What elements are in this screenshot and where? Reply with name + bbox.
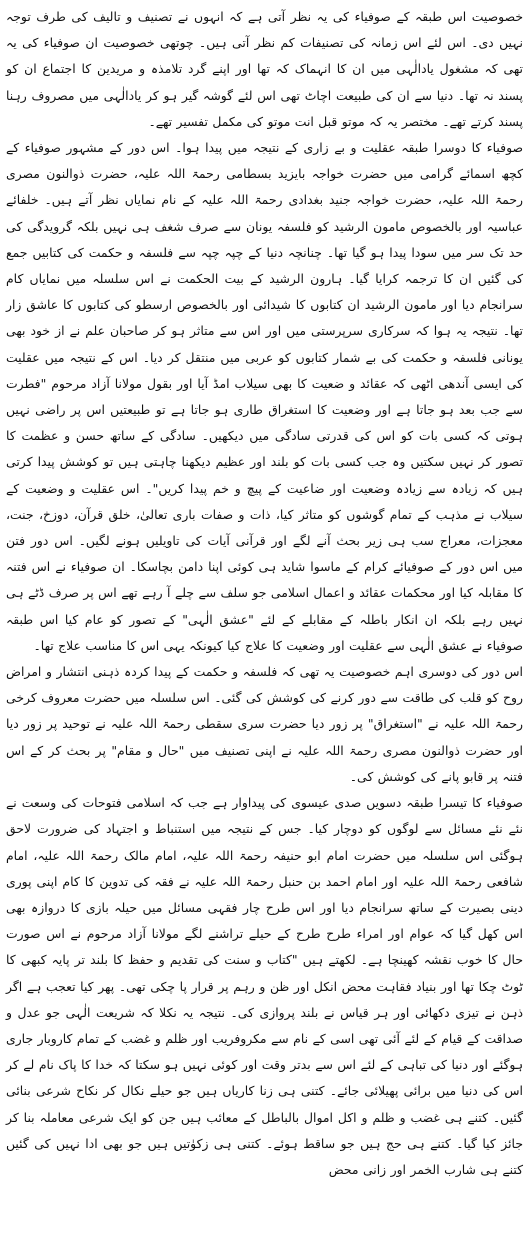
paragraph-4: صوفیاء کا تیسرا طبقہ دسویں صدی عیسوی کی پیداوار ہے جب کہ اسلامی فتوحات کی وسعت نے نئے نئے مسائل سے لوگوں کو دوچار کیا۔ جس کے نتیجہ میں استنباط و اجتہاد کی ضرورت لاحق ہوگئی اس سلسلہ میں حضرت امام ابو حنیفہ رحمۃ اللہ علیہ، امام مالک رحمۃ اللہ علیہ، امام شافعی رحمۃ اللہ علیہ اور امام احمد بن حنبل رحمۃ اللہ علیہ نے فقہ کی تدوین کا کام اپنی پوری دینی بصیرت کے ساتھ سرانجام دیا اور اس طرح چار فقہی مسائل میں حیلہ بازی کا دروازہ بھی اس کھل گیا کہ عوام اور امراء طرح طرح کے حیلے تراشنے لگے مولانا آزاد مرحوم نے اس صورت حال کا خوب نقشہ کھینچا ہے۔ لکھتے ہیں "کتاب و سنت کی تقدیم و حفظ کا بلند تر پایہ کبھی کا ٹوٹ چکا تھا اور بنیاد فقاہت محض انکل اور ظن و رہم پر قرار پا چکی تھی۔ پھر کیا تعجب ہے اگر ذہن نے تیزی دکھائی اور ہر قیاس نے بلند پروازی کی۔ نتیجہ یہ نکلا کہ شریعت الٰہی جو عدل و صداقت کے قیام کے لئے آئی تھی اسی کے نام سے مکروفریب اور ظلم و غضب کے تمام کاروبار جاری ہوگئے اور دنیا کی تباہی کے لئے اس سے بدتر وقت اور کوئی نہیں ہو سکتا کہ خدا کا پاک نام لے کر اس کی دنیا میں برائی پھیلائی جائے۔ کتنی ہی زنا کاریاں ہیں جو حیلے نکال کر نکاح شرعی بنائی گئیں۔ کتنے ہی غضب و ظلم و اکل اموال بالباطل کے معائب ہیں جن کو ایک شرعی معاملہ بنا کر جائز کیا گیا۔ کتنے ہی حج ہیں جو ساقط ہوئے۔ کتنی ہی زکوٰتیں ہیں جو بھی ادا نہیں کی گئیں کتنے ہی شارب الخمر اور زانی محض — [6, 795, 523, 1177]
paragraph-1: خصوصیت اس طبقہ کے صوفیاء کی یہ نظر آتی ہے کہ انہوں نے تصنیف و تالیف کی طرف توجہ نہیں دی۔ اس لئے اس زمانہ کی تصنیفات کم نظر آتی ہیں۔ چوتھی خصوصیت ان صوفیاء کی یہ تھی کہ مشغول یادالٰہی میں ان کا انہماک کہ تھا اور اپنے گرد تلامذہ و مریدین کا اجتماع ان کو پسند نہ تھا۔ دنیا سے ان کی طبیعت اچاٹ تھی اس لئے گوشہ گیر ہو کر یادالٰہی میں مصروف رہنا پسند کرتے تھے۔ مختصر یہ کہ موتو قبل انت موتو کی مکمل تفسیر تھے۔ — [6, 9, 523, 129]
paragraph-2: صوفیاء کا دوسرا طبقہ عقلیت و بے زاری کے نتیجہ میں پیدا ہوا۔ اس دور کے مشہور صوفیاء کے کچھ اسمائے گرامی میں حضرت خواجہ بایزید بسطامی رحمۃ اللہ علیہ، حضرت ذوالنون مصری رحمۃ اللہ علیہ، حضرت خواجہ جنید بغدادی رحمۃ اللہ علیہ کے نام نمایاں نظر آتے ہیں۔ خلفائے عباسیہ اور بالخصوص مامون الرشید کو فلسفہ یونان سے صرف شغف ہی نہیں بلکہ گرویدگی کی حد تک سر میں سودا پیدا ہو گیا تھا۔ چنانچہ دنیا کے چپہ چپہ سے فلسفہ و حکمت کی کتابیں جمع کی گئیں ان کا ترجمہ کرایا گیا۔ ہارون الرشید کے بیت الحکمت نے اس سلسلہ میں نمایاں کام سرانجام دیا اور مامون الرشید ان کتابوں کا شیدائی اور بالخصوص ارسطو کی کتابوں کا عاشق زار تھا۔ نتیجہ یہ ہوا کہ سرکاری سرپرستی میں اور اس سے متاثر ہو کر صاحبان علم نے از خود بھی یونانی فلسفہ و حکمت کی بے شمار کتابوں کو عربی میں منتقل کر دیا۔ اس کے نتیجہ میں عقلیت کی ایسی آندھی اٹھی کہ عقائد و ضعیت کا بھی سیلاب امڈ آیا اور بقول مولانا آزاد مرحوم "فطرت سے جب بعد ہو جاتا ہے اور وضعیت کا استغراق طاری ہو جاتا ہے تو طبیعتیں اس پر راضی نہیں ہوتی کہ کسی بات کو اس کی قدرتی سادگی میں دیکھیں۔ سادگی کے ساتھ حسن و عظمت کا تصور کر نہیں سکتیں وہ جب کسی بات کو بلند اور عظیم دیکھنا چاہتی ہیں تو کوشش پیدا کرتی ہیں کہ زیادہ سے زیادہ وضعیت اور ضاعیت کے پیچ و خم پیدا کریں"۔ اس عقلیت و وضعیت کے سیلاب نے مذہب کے تمام گوشوں کو متاثر کیا، ذات و صفات باری تعالیٰ، خلق قرآن، دوزخ، جنت، معجزات، معراج سب ہی زیر بحث آنے لگے اور قرآنی آیات کی تاویلیں ہونے لگیں۔ اس دور فتن میں اس دور کے صوفیائے کرام کے ماسوا شاید ہی کوئی اپنا دامن بچاسکا۔ ان صوفیاء نے اس فتنہ کا مقابلہ کیا اور محکمات عقائد و اعمال اسلامی جو سلف سے چلے آ رہے تھے اس پر صرف ڈٹے ہی نہیں رہے بلکہ ان انکار باطلہ کے مقابلے کے لئے "عشق الٰہی" کے تصور کو عام کیا اس طبقہ صوفیاء نے عشق الٰہی سے عقلیت اور وضعیت کا علاج کیا کیونکہ یہی اس کا مناسب علاج تھا۔ — [6, 140, 523, 653]
paragraph-3: اس دور کی دوسری اہم خصوصیت یہ تھی کہ فلسفہ و حکمت کے پیدا کردہ ذہنی انتشار و امراض روح کو قلب کی طاقت سے دور کرنے کی کوشش کی گئی۔ اس سلسلہ میں حضرت معروف کرخی رحمۃ اللہ علیہ نے "استغراق" پر زور دیا حضرت سری سقطی رحمۃ اللہ علیہ نے توحید پر زور دیا اور حضرت ذوالنون مصری رحمۃ اللہ علیہ نے اپنی تصنیف میں "حال و مقام" پر بحث کر کے اس فتنہ پر قابو پانے کی کوشش کی۔ — [6, 664, 523, 784]
